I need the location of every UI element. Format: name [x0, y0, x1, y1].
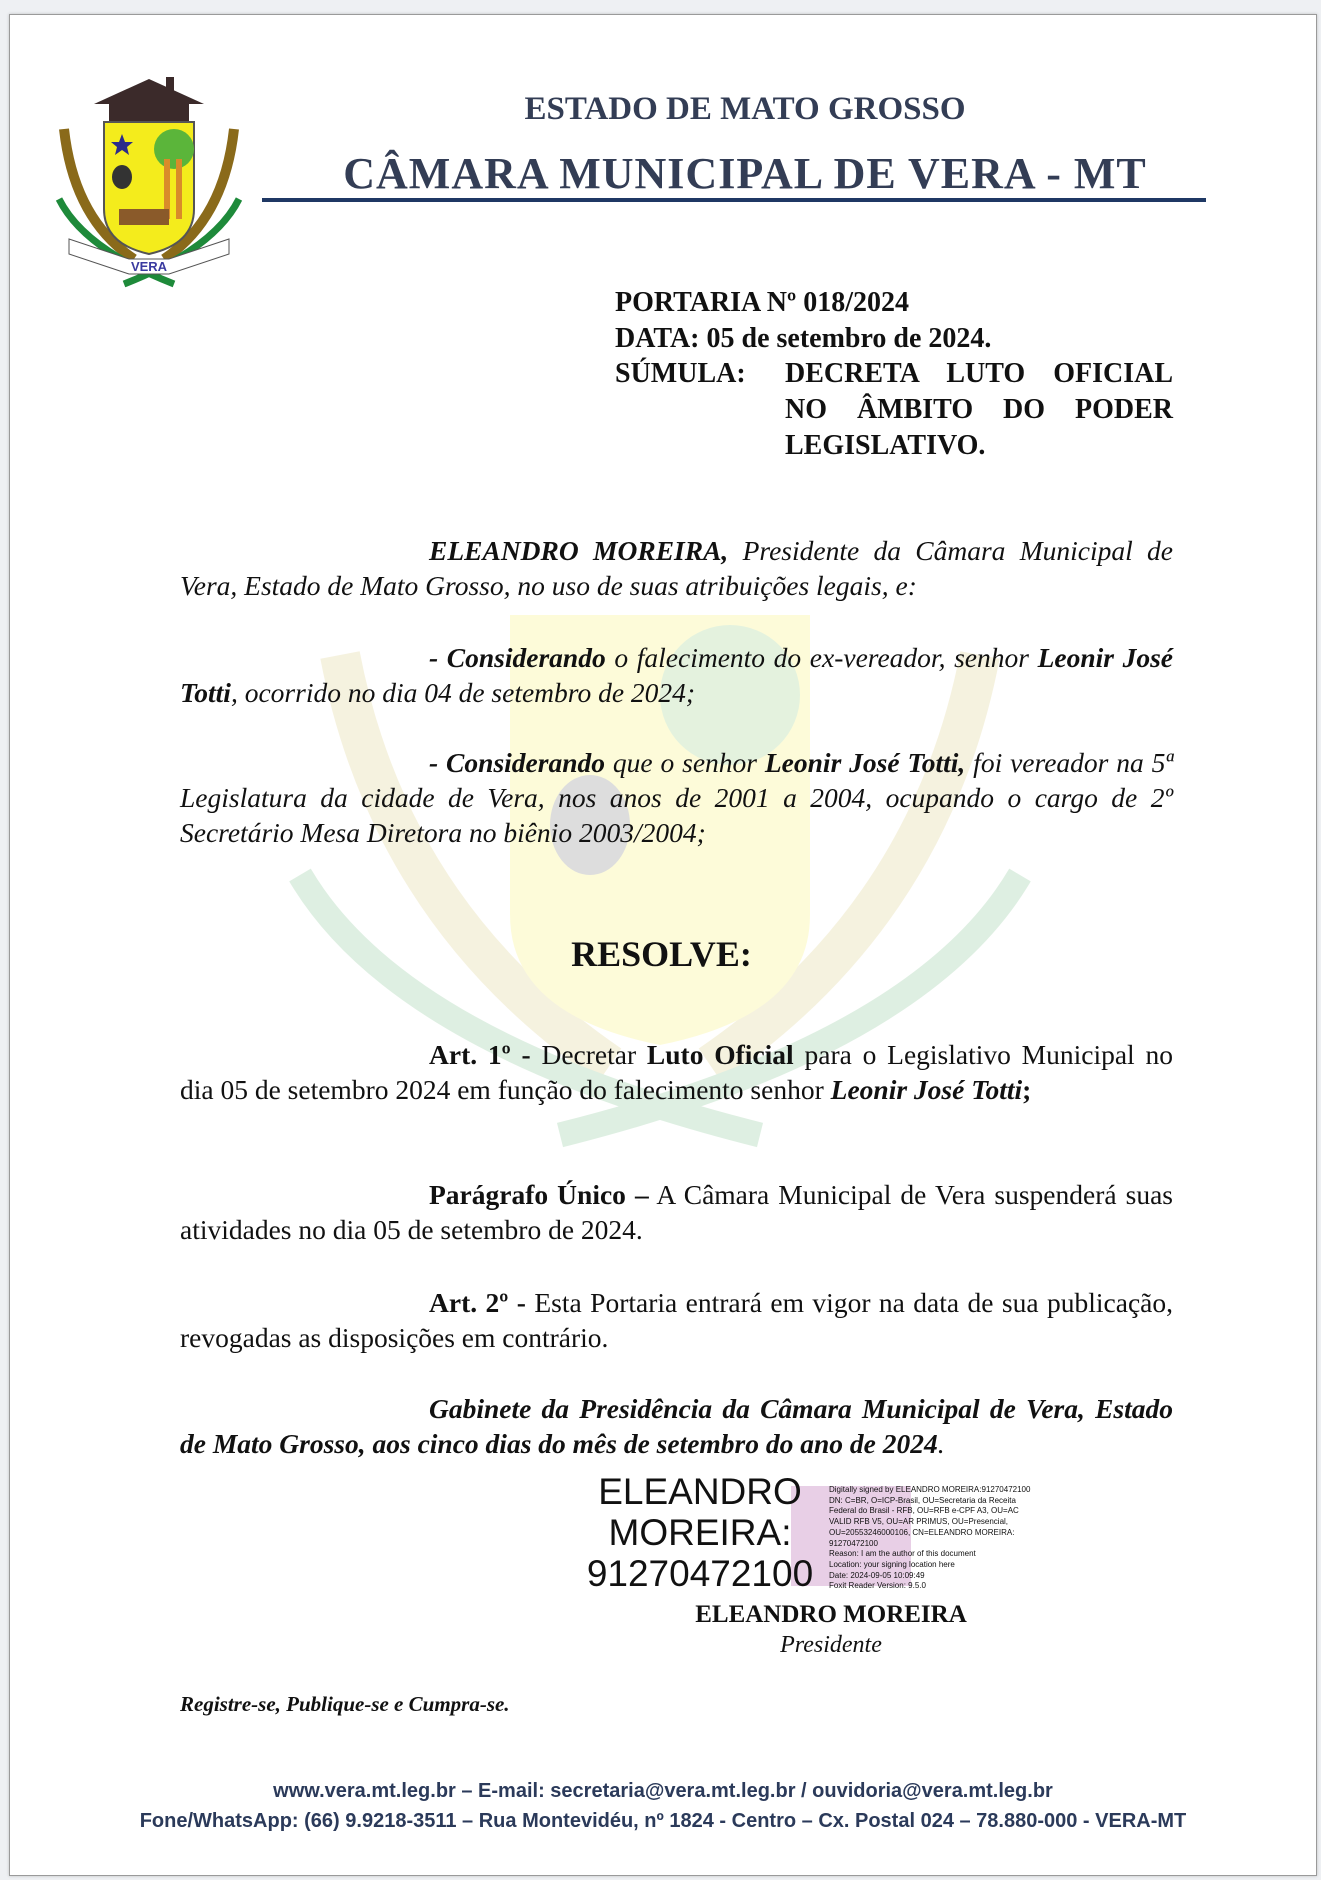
considerando-label: - Considerando [429, 747, 605, 778]
considerando-2 [180, 745, 1173, 850]
article-1 [180, 1037, 1173, 1107]
deceased-name: Leonir José Totti [830, 1074, 1023, 1105]
text: A Câmara Municipal de Vera suspenderá suas atividades no dia 05 de setembro de 2024. [180, 1179, 1173, 1245]
signature-detail: Date: 2024-09-05 10:09:49 [829, 1570, 925, 1580]
resolve-heading: RESOLVE: [571, 934, 752, 974]
digital-signature-details [829, 1485, 1129, 1592]
article-label: Art. 1º - [429, 1039, 531, 1070]
text: Decretar [530, 1039, 647, 1070]
document-page [9, 14, 1317, 1876]
considerando-label: - Considerando [429, 642, 606, 673]
text: foi vereador na 5ª Legislatura da cidade de Vera, nos anos de 2001 a 2004, ocupando o cargo de 2º Secretário Mesa Diretora no biênio 2003/2004; [180, 747, 1173, 848]
signature-detail: Digitally signed by ELEANDRO MOREIRA:91270472100 [829, 1485, 1031, 1494]
header-divider [262, 198, 1206, 202]
paragraph-label: Parágrafo Único – [429, 1179, 649, 1210]
signature-detail: VALID RFB V5, OU=AR PRIMUS, OU=Presencial, [829, 1517, 1009, 1527]
text: Gabinete da Presidência da Câmara Municipal de Vera, Estado de Mato Grosso, aos cinco dias do mês de setembro do ano de 2024 [180, 1393, 1173, 1459]
article-2 [180, 1285, 1173, 1355]
portaria-date: DATA: 05 de setembro de 2024. [615, 323, 992, 354]
signature-detail: OU=20553246000106, CN=ELEANDRO MOREIRA: [829, 1527, 1015, 1537]
sumula-label: SÚMULA: [615, 358, 746, 389]
sumula-line: DECRETA LUTO OFICIAL [785, 358, 1173, 389]
intro-text: Presidente da Câmara Municipal de Vera, Estado de Mato Grosso, no uso de suas atribuições legais, e: [180, 535, 1173, 601]
signatory-name: ELEANDRO MOREIRA [695, 1601, 967, 1628]
signature-detail: Foxit Reader Version: 9.5.0 [829, 1581, 926, 1591]
signature-line: 91270472100 [586, 1553, 814, 1594]
text: , ocorrido no dia 04 de setembro de 2024; [230, 677, 696, 708]
text: . [937, 1428, 945, 1459]
text: o falecimento do ex-vereador, senhor [605, 642, 1038, 673]
president-name: ELEANDRO MOREIRA, [429, 535, 729, 566]
article-label: Art. 2º - [429, 1287, 526, 1318]
intro-paragraph [180, 533, 1173, 603]
footer-contact-address: Fone/WhatsApp: (66) 9.9218-3511 – Rua Montevidéu, nº 1824 - Centro – Cx. Postal 024 – 78.880-000 - VERA-MT [139, 1810, 1187, 1832]
signatory-role: Presidente [780, 1632, 882, 1658]
deceased-name: Leonir José Totti [180, 642, 1174, 708]
deceased-name: Leonir José Totti, [764, 747, 966, 778]
coat-of-arms-logo [54, 49, 244, 289]
text: ; [1022, 1074, 1032, 1105]
sumula-line: LEGISLATIVO. [785, 430, 986, 461]
signature-detail: DN: C=BR, O=ICP-Brasil, OU=Secretaria da Receita [829, 1495, 1016, 1505]
sumula-text [785, 356, 1173, 464]
text: Esta Portaria entrará em vigor na data de sua publicação, revogadas as disposições em contrário. [180, 1287, 1173, 1353]
digital-signature-name [580, 1471, 820, 1594]
chamber-heading: CÂMARA MUNICIPAL DE VERA - MT [343, 149, 1147, 198]
sumula-line: NO ÂMBITO DO PODER [785, 394, 1173, 425]
footer-contact-web: www.vera.mt.leg.br – E-mail: secretaria@vera.mt.leg.br / ouvidoria@vera.mt.leg.br [273, 1780, 1053, 1802]
signature-detail: Federal do Brasil - RFB, OU=RFB e-CPF A3, OU=AC [829, 1506, 1019, 1516]
signature-line: ELEANDRO [598, 1471, 802, 1512]
signature-line: MOREIRA: [608, 1512, 792, 1553]
paragrafo-unico [180, 1177, 1173, 1247]
emphasis: Luto Oficial [646, 1039, 794, 1070]
state-heading: ESTADO DE MATO GROSSO [524, 91, 966, 127]
text: para o Legislativo Municipal no dia 05 de setembro 2024 em função do falecimento senhor [180, 1039, 1173, 1105]
text: que o senhor [604, 747, 765, 778]
portaria-number: PORTARIA Nº 018/2024 [615, 287, 909, 318]
signature-detail: Location: your signing location here [829, 1559, 955, 1569]
considerando-1 [180, 640, 1173, 710]
logo-text: VERA [130, 259, 168, 274]
closing-paragraph [180, 1391, 1173, 1461]
signature-detail: 91270472100 [829, 1538, 878, 1548]
signature-detail: Reason: I am the author of this document [829, 1549, 976, 1559]
registre-note: Registre-se, Publique-se e Cumpra-se. [180, 1692, 510, 1716]
